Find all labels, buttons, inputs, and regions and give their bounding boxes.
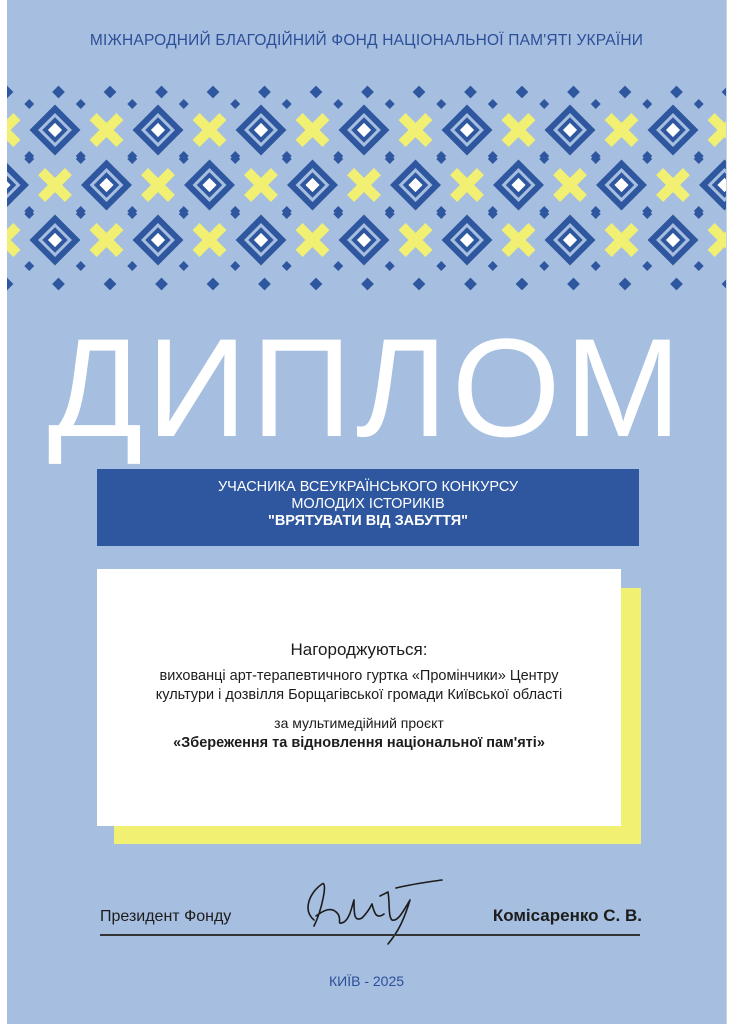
ornament-diamond-motif — [596, 160, 647, 211]
ornament-diamond-motif — [339, 105, 390, 156]
ornament-diamond-motif — [184, 160, 235, 211]
embroidery-ornament — [7, 72, 726, 304]
ornament-diamond-motif — [236, 105, 287, 156]
ornament-cross-motif — [698, 103, 726, 157]
banner-line-1: УЧАСНИКА ВСЕУКРАЇНСЬКОГО КОНКУРСУ — [217, 479, 519, 495]
ornament-cross-motif — [28, 158, 82, 212]
ornament-diamond-motif — [545, 215, 596, 266]
ornament-cross-motif — [7, 103, 30, 157]
ornament-cross-motif — [492, 103, 546, 157]
ornament-cross-motif — [131, 158, 185, 212]
ornament-cross-motif — [698, 213, 726, 267]
ornament-diamond-motif — [648, 215, 699, 266]
ornament-cross-motif — [183, 103, 237, 157]
ornament-cross-motif — [440, 158, 494, 212]
ornament-diamond-motif — [236, 215, 287, 266]
foundation-name: МІЖНАРОДНИЙ БЛАГОДІЙНИЙ ФОНД НАЦІОНАЛЬНОЇ ПАМ'ЯТІ УКРАЇНИ — [89, 32, 644, 49]
signature-role: Президент Фонду — [100, 908, 232, 925]
signatory-name: Комісаренко С. В. — [492, 906, 642, 925]
ornament-diamond-motif — [133, 105, 184, 156]
ornament-cross-motif — [80, 213, 134, 267]
recipients-line-2: культури і дозвілля Борщагівської громади Київської області — [155, 687, 563, 703]
ornament-cross-motif — [234, 158, 288, 212]
ornament-cross-motif — [286, 213, 340, 267]
contest-name: "ВРЯТУВАТИ ВІД ЗАБУТТЯ" — [267, 513, 469, 529]
ornament-diamond-motif — [648, 105, 699, 156]
ornament-cross-motif — [595, 103, 649, 157]
ornament-cross-motif — [80, 103, 134, 157]
handwritten-signature — [292, 870, 452, 955]
ornament-diamond-motif — [30, 215, 81, 266]
ornament-diamond-motif — [699, 160, 726, 211]
recipients-line-1: вихованці арт-терапевтичного гуртка «Промінчики» Центру — [159, 668, 559, 684]
ornament-diamond-motif — [339, 215, 390, 266]
ornament-cross-motif — [492, 213, 546, 267]
ornament-diamond-motif — [287, 160, 338, 211]
signature-line — [100, 934, 640, 936]
award-card — [97, 569, 621, 826]
for-label: за мультимедійний проєкт — [274, 715, 444, 731]
ornament-diamond-motif — [442, 215, 493, 266]
ornament-diamond-motif — [7, 160, 29, 211]
contest-banner — [97, 469, 639, 546]
ornament-diamond-motif — [81, 160, 132, 211]
ornament-diamond-motif — [30, 105, 81, 156]
ornament-cross-motif — [389, 103, 443, 157]
ornament-cross-motif — [337, 158, 391, 212]
diploma-title: ДИПЛОМ — [47, 309, 686, 466]
ornament-cross-motif — [286, 103, 340, 157]
awarded-label: Нагороджуються: — [290, 640, 428, 659]
recipients-text — [97, 667, 621, 705]
ornament-cross-motif — [646, 158, 700, 212]
ornament-cross-motif — [543, 158, 597, 212]
banner-line-2: МОЛОДИХ ІСТОРИКІВ — [291, 496, 445, 512]
ornament-diamond-motif — [133, 215, 184, 266]
ornament-cross-motif — [595, 213, 649, 267]
ornament-diamond-motif — [442, 105, 493, 156]
ornament-cross-motif — [183, 213, 237, 267]
city-year: КИЇВ - 2025 — [328, 973, 405, 989]
ornament-diamond-motif — [390, 160, 441, 211]
ornament-diamond-motif — [493, 160, 544, 211]
diploma-page — [7, 0, 727, 1024]
ornament-cross-motif — [7, 213, 30, 267]
ornament-diamond-motif — [545, 105, 596, 156]
ornament-cross-motif — [389, 213, 443, 267]
project-name: «Збереження та відновлення національної пам'яті» — [173, 735, 545, 751]
